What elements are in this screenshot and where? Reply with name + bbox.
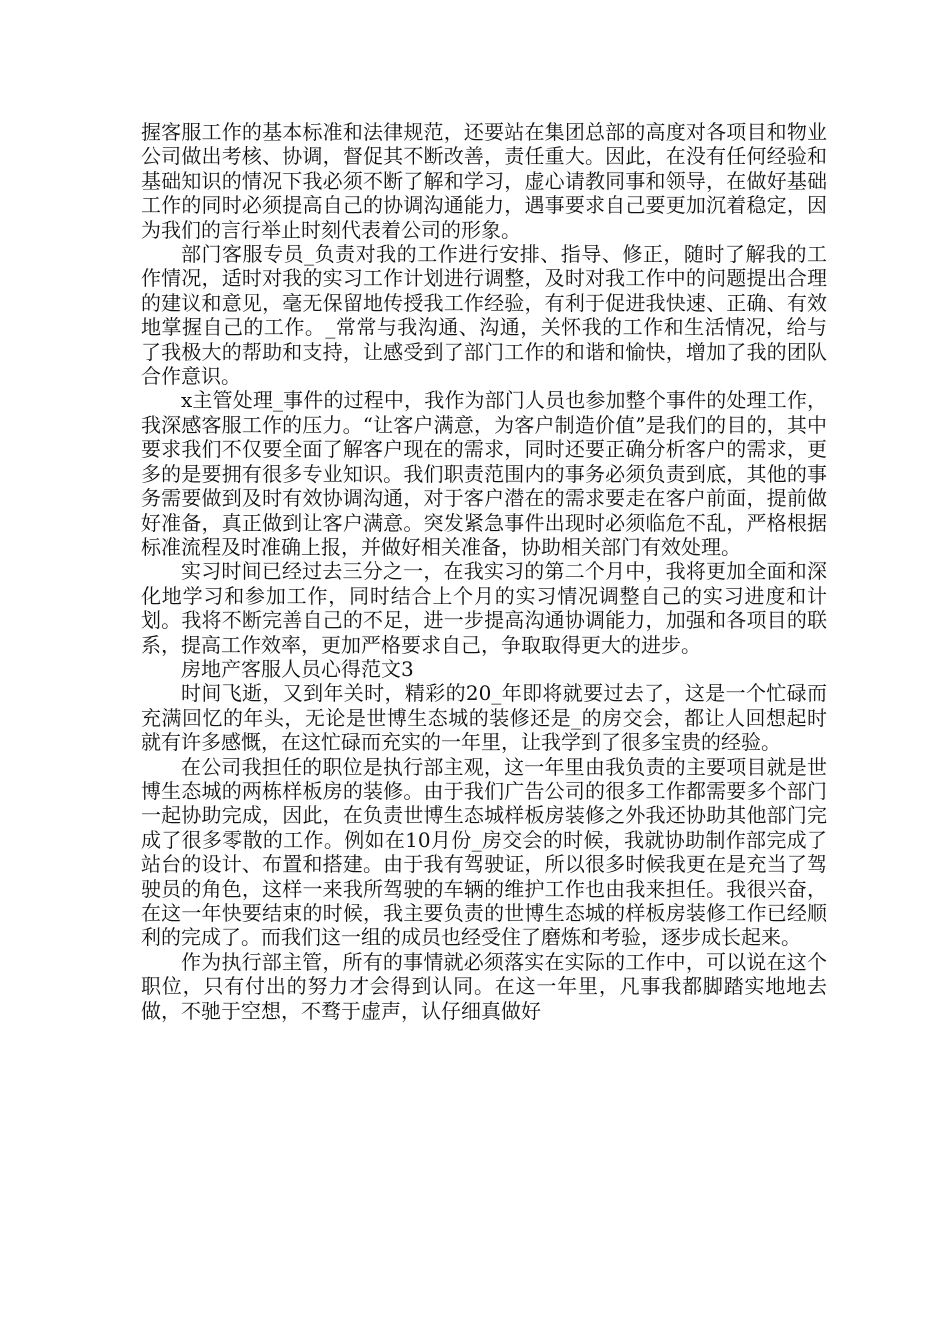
document-page [141,120,827,1023]
paragraph-5: 时间飞逝，又到年关时，精彩的20_年即将就要过去了，这是一个忙碌而充满回忆的年头，无论是世博生态城的装修还是_的房交会，都让人回想起时就有许多感慨，在这忙碌而充实的一年里，让我学到了很多宝贵的经验。 [141,681,827,755]
paragraph-6: 在公司我担任的职位是执行部主观，这一年里由我负责的主要项目就是世博生态城的两栋样板房的装修。由于我们广告公司的很多工作都需要多个部门一起协助完成，因此，在负责世博生态城样板房装修之外我还协助其他部门完成了很多零散的工作。例如在10月份_房交会的时候，我就协助制作部完成了站台的设计、布置和搭建。由于我有驾驶证，所以很多时候我更在是充当了驾驶员的角色，这样一来我所驾驶的车辆的维护工作也由我来担任。我很兴奋，在这一年快要结束的时候，我主要负责的世博生态城的样板房装修工作已经顺利的完成了。而我们这一组的成员也经受住了磨炼和考验，逐步成长起来。 [141,754,827,950]
section-heading: 房地产客服人员心得范文3 [181,656,414,681]
paragraph-4: 实习时间已经过去三分之一，在我实习的第二个月中，我将更加全面和深化地学习和参加工作，同时结合上个月的实习情况调整自己的实习进度和计划。我将不断完善自己的不足，进一步提高沟通协调能力，加强和各项目的联系，提高工作效率，更加严格要求自己，争取取得更大的进步。 [141,559,827,657]
paragraph-3: x主管处理_事件的过程中，我作为部门人员也参加整个事件的处理工作，我深感客服工作的压力。“让客户满意，为客户制造价值”是我们的目的，其中要求我们不仅要全面了解客户现在的需求，同时还要正确分析客户的需求，更多的是要拥有很多专业知识。我们职责范围内的事务必须负责到底，其他的事务需要做到及时有效协调沟通，对于客户潜在的需求要走在客户前面，提前做好准备，真正做到让客户满意。突发紧急事件出现时必须临危不乱，严格根据标准流程及时准确上报，并做好相关准备，协助相关部门有效处理。 [141,388,827,559]
paragraph-7: 作为执行部主管，所有的事情就必须落实在实际的工作中，可以说在这个职位，只有付出的努力才会得到认同。在这一年里，凡事我都脚踏实地地去做，不驰于空想，不骛于虚声，认仔细真做好 [141,949,827,1023]
paragraph-1: 握客服工作的基本标准和法律规范，还要站在集团总部的高度对各项目和物业公司做出考核、协调，督促其不断改善，责任重大。因此，在没有任何经验和基础知识的情况下我必须不断了解和学习，虚心请教同事和领导，在做好基础工作的同时必须提高自己的协调沟通能力，遇事要求自己要更加沉着稳定，因为我们的言行举止时刻代表着公司的形象。 [141,120,827,242]
paragraph-2: 部门客服专员_负责对我的工作进行安排、指导、修正，随时了解我的工作情况，适时对我的实习工作计划进行调整，及时对我工作中的问题提出合理的建议和意见，毫无保留地传授我工作经验，有利于促进我快速、正确、有效地掌握自己的工作。_常常与我沟通、沟通，关怀我的工作和生活情况，给与了我极大的帮助和支持，让感受到了部门工作的和谐和愉快，增加了我的团队合作意识。 [141,242,827,389]
